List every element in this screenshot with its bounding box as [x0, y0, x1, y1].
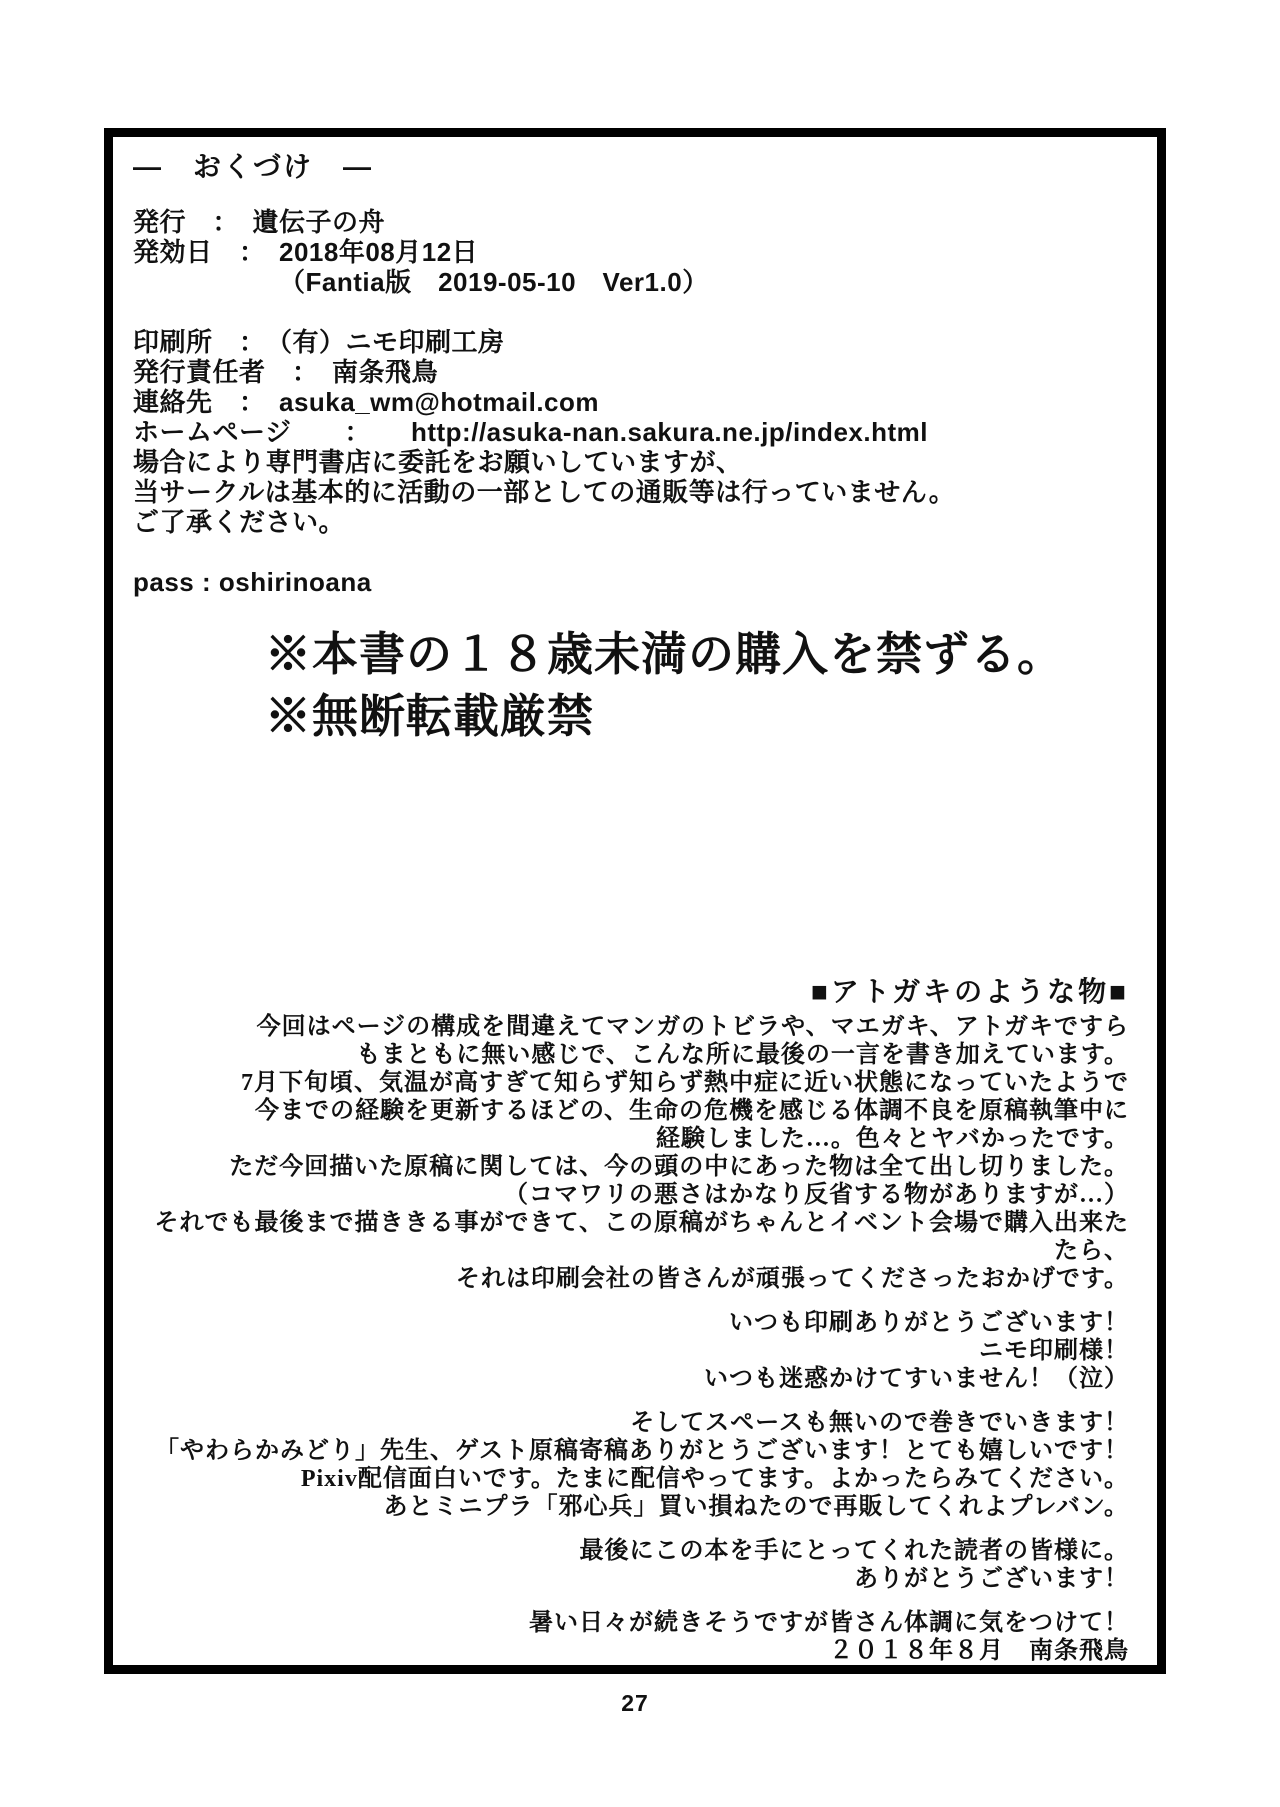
afterword-heading: ■アトガキのような物■ [811, 976, 1129, 1007]
afterword-line: 今までの経験を更新するほどの、生命の危機を感じる体調不良を原稿執筆中に [254, 1098, 1129, 1124]
colophon-frame [104, 128, 1166, 1674]
page-title: ― おくづけ ― [133, 151, 374, 182]
password-line: pass : oshirinoana [133, 567, 372, 597]
page-number: 27 [621, 1690, 649, 1716]
consignment-note-line: 場合により専門書店に委託をお願いしていますが、 [133, 447, 743, 477]
colophon-content [113, 137, 1157, 1665]
afterword-line: 「やわらかみどり」先生、ゲスト原稿寄稿ありがとうございます！とても嬉しいです！ [154, 1438, 1129, 1464]
afterword-paragraph [135, 1013, 1129, 1293]
afterword-line: Pixiv配信面白いです。たまに配信やってます。よかったらみてください。 [300, 1466, 1129, 1492]
fantia-version-row: （Fantia版 2019-05-10 Ver1.0） [133, 267, 709, 297]
afterword-line: そしてスペースも無いので巻きでいきます！ [630, 1410, 1129, 1436]
afterword-line: （コマワリの悪さはかなり反省する物がありますが…） [504, 1182, 1129, 1208]
publisher-row: 発行 ： 遺伝子の舟 [133, 207, 386, 237]
afterword-line: それでも最後まで描ききる事ができて、この原稿がちゃんとイベント会場で購入出来たたら、 [154, 1210, 1129, 1264]
afterword-line: 暑い日々が続きそうですが皆さん体調に気をつけて！ [529, 1610, 1129, 1636]
afterword-paragraph [135, 1309, 1129, 1393]
afterword-line: 今回はページの構成を間違えてマンガのトビラや、マエガキ、アトガキですら [256, 1014, 1129, 1040]
afterword-line: 経験しました…。色々とヤバかったです。 [655, 1126, 1129, 1152]
no-mail-order-line: 当サークルは基本的に活動の一部としての通販等は行っていません。 [133, 477, 956, 507]
afterword-line: それは印刷会社の皆さんが頑張ってくださったおかげです。 [455, 1266, 1129, 1292]
afterword-signature: ２０１８年８月 南条飛鳥 [829, 1638, 1129, 1664]
reprint-warning: ※無断転載厳禁 [265, 690, 594, 742]
afterword-paragraph [135, 1409, 1129, 1521]
afterword-line: いつも印刷ありがとうございます！ [729, 1310, 1129, 1336]
afterword-block [135, 975, 1129, 1665]
afterword-line: もまともに無い感じで、こんな所に最後の一言を書き加えています。 [356, 1042, 1129, 1068]
afterword-paragraph [135, 1609, 1129, 1665]
publication-info [133, 207, 1133, 297]
warnings-block [265, 623, 1133, 747]
homepage-row: ホームページ ： http://asuka-nan.sakura.ne.jp/index.html [133, 417, 928, 447]
afterword-line: 7月下旬頃、気温が高すぎて知らず知らず熱中症に近い状態になっていたようで [241, 1070, 1129, 1096]
afterword-line: いつも迷惑かけてすいません！（泣） [704, 1366, 1129, 1392]
afterword-line: 最後にこの本を手にとってくれた読者の皆様に。 [579, 1538, 1129, 1564]
understanding-line: ご了承ください。 [133, 507, 346, 537]
issue-date-row: 発効日 ： 2018年08月12日 [133, 237, 479, 267]
afterword-line: ありがとうございます！ [854, 1566, 1129, 1592]
afterword-line: ただ今回描いた原稿に関しては、今の頭の中にあった物は全て出し切りました。 [229, 1154, 1129, 1180]
afterword-line: あとミニプラ「邪心兵」買い損ねたので再販してくれよプレバン。 [383, 1494, 1129, 1520]
afterword-line: ニモ印刷様！ [979, 1338, 1129, 1364]
responsible-person-row: 発行責任者 ： 南条飛鳥 [133, 357, 439, 387]
contact-info [133, 327, 1133, 537]
printer-row: 印刷所 ： （有）ニモ印刷工房 [133, 327, 505, 357]
contact-email-row: 連絡先 ： asuka_wm@hotmail.com [133, 387, 600, 417]
adult-warning: ※本書の１８歳未満の購入を禁ずる。 [265, 628, 1064, 680]
afterword-paragraph [135, 1537, 1129, 1593]
